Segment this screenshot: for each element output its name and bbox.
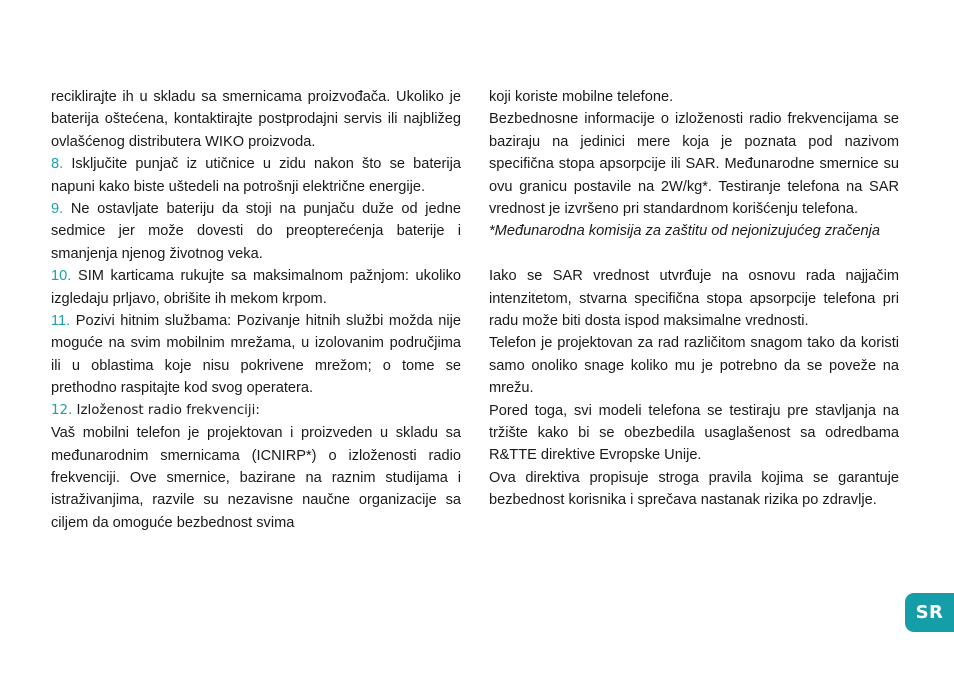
paragraph-spacer bbox=[489, 243, 899, 265]
paragraph-battery-recycling: reciklirajte ih u skladu sa smernicama proizvođača. Ukoliko je baterija oštećena, kontaktirajte postprodajni servis ili najbližeg ovlašćenog distributera WIKO proizvoda. bbox=[51, 89, 461, 150]
item-text: Ne ostavljate bateriju da stoji na punjaču duže od jedne sedmice jer može dovesti do preopterećenja baterije i smanjenja njenog životnog veka. bbox=[51, 201, 461, 262]
item-text: Izloženost radio frekvenciji: bbox=[72, 402, 260, 418]
language-badge: SR bbox=[905, 593, 954, 632]
item-text: Pozivi hitnim službama: Pozivanje hitnih službi možda nije moguće na svim mobilnim mrežama, u izolovanim područjima ili u oblastima koje nisu pokrivene mrežom; o tome se prethodno raspitajte kod svog operatera. bbox=[51, 313, 461, 397]
paragraph-icnirp: Vaš mobilni telefon je projektovan i proizveden u skladu sa međunarodnim smernicama (ICNIRP*) o izloženosti radio frekvenciji. Ove smernice, bazirane na raznim studijama i istraživanjima, razvile su nezavisne naučne organizacije sa ciljem da omoguće bezbednost svima bbox=[51, 425, 461, 531]
section-heading-rf-exposure bbox=[51, 400, 461, 422]
item-number: 12. bbox=[51, 402, 73, 418]
item-number: 10. bbox=[51, 268, 72, 285]
paragraph-power-design: Telefon je projektovan za rad različitom snagom tako da koristi samo onoliko snage koliko mu je potrebno da se poveže na mrežu. bbox=[489, 335, 899, 397]
paragraph-sar-value: Iako se SAR vrednost utvrđuje na osnovu rada najjačim intenzitetom, stvarna specifična stopa apsorpcije telefona pri radu može biti dosta ispod maksimalne vrednosti. bbox=[489, 268, 899, 330]
list-item-8 bbox=[51, 153, 461, 198]
item-number: 11. bbox=[51, 313, 71, 330]
paragraph-continuation: koji koriste mobilne telefone. bbox=[489, 89, 674, 105]
left-column bbox=[51, 86, 461, 534]
list-item-10 bbox=[51, 265, 461, 310]
item-number: 8. bbox=[51, 156, 64, 173]
list-item-9 bbox=[51, 198, 461, 265]
item-number: 9. bbox=[51, 201, 64, 218]
right-column bbox=[489, 86, 899, 512]
paragraph-sar-info: Bezbednosne informacije o izloženosti radio frekvencijama se baziraju na jedinici mere koja je poznata pod nazivom specifična stopa apsorpcije ili SAR. Međunarodne smernice su ovu granicu postavile na 2W/kg*. Testiranje telefona na SAR vrednost je izvršeno pri standardnom korišćenju telefona. bbox=[489, 111, 899, 218]
paragraph-testing: Pored toga, svi modeli telefona se testiraju pre stavljanja na tržište kako bi se obezbedila usaglašenost sa odredbama R&TTE direktive Evropske Unije. bbox=[489, 402, 899, 464]
list-item-11 bbox=[51, 310, 461, 400]
item-text: SIM karticama rukujte sa maksimalnom pažnjom: ukoliko izgledaju prljavo, obrišite ih mekom krpom. bbox=[51, 268, 461, 307]
paragraph-directive: Ova direktiva propisuje stroga pravila kojima se garantuje bezbednost korisnika i sprečava nastanak rizika po zdravlje. bbox=[489, 469, 899, 509]
footnote-icnirp: *Međunarodna komisija za zaštitu od nejonizujućeg zračenja bbox=[489, 223, 881, 240]
item-text: Isključite punjač iz utičnice u zidu nakon što se baterija napuni kako biste uštedeli na potrošnji električne energije. bbox=[51, 156, 461, 195]
